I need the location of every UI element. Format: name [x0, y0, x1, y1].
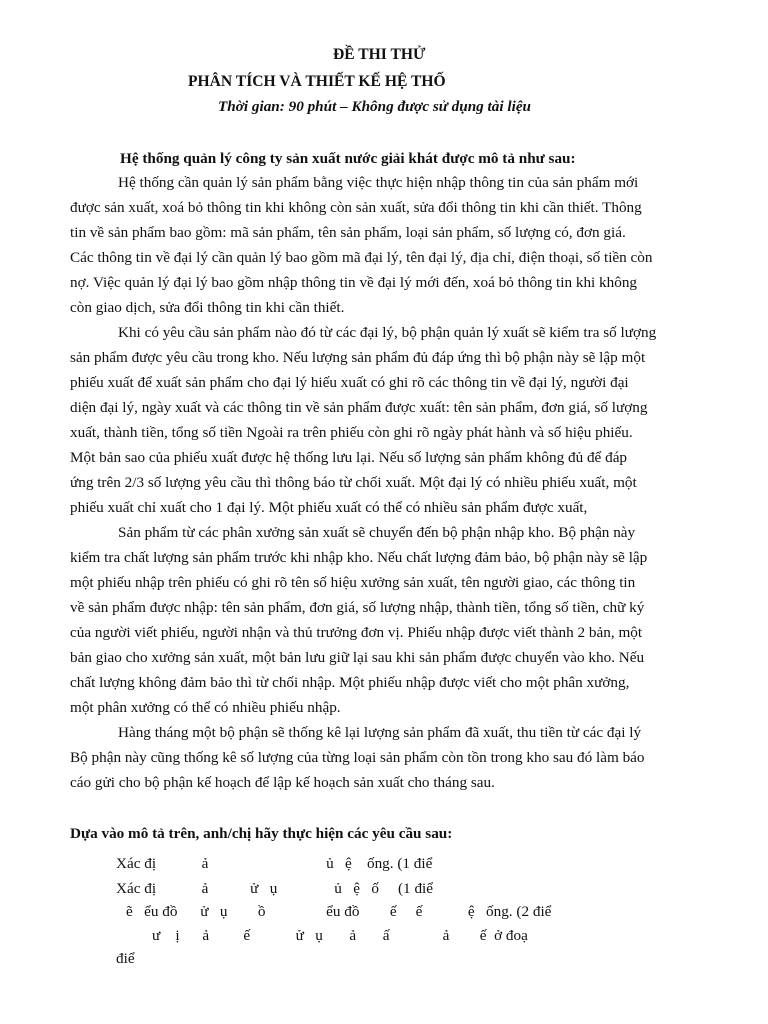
body-line: xuất, thành tiền, tổng số tiền Ngoài ra trên phiếu còn ghi rõ ngày phát hành và số hiệu phiếu.	[70, 424, 633, 441]
body-line: ứng trên 2/3 số lượng yêu cầu thì thông báo từ chối xuất. Một đại lý có nhiều phiếu xuất, một	[70, 474, 637, 491]
body-line: sản phẩm được yêu cầu trong kho. Nếu lượng sản phẩm đủ đáp ứng thì bộ phận này sẽ lập một	[70, 349, 646, 366]
body-line: một phiếu nhập trên phiếu có ghi rõ tên số hiệu xưởng sản xuất, tên người giao, các thông tin	[70, 574, 636, 591]
body-line: chất lượng không đảm bảo thì từ chối nhập. Một phiếu nhập được viết cho một phân xưởng,	[70, 674, 630, 691]
question-line: điể	[116, 950, 135, 967]
exam-title: ĐỀ THI THỬ	[333, 46, 426, 63]
question-heading: Dựa vào mô tả trên, anh/chị hãy thực hiện các yêu cầu sau:	[70, 825, 453, 842]
body-line: Hệ thống cần quản lý sản phẩm bằng việc thực hiện nhập thông tin của sản phẩm mới	[118, 174, 639, 191]
body-line: Các thông tin về đại lý cần quản lý bao gồm mã đại lý, tên đại lý, địa chỉ, điện thoại, số tiền còn	[70, 249, 653, 266]
body-line: Khi có yêu cầu sản phẩm nào đó từ các đại lý, bộ phận quản lý xuất sẽ kiểm tra số lượng	[118, 324, 657, 341]
body-line: tin về sản phẩm bao gồm: mã sản phẩm, tên sản phẩm, loại sản phẩm, số lượng có, đơn giá.	[70, 224, 626, 241]
body-line: Bộ phận này cũng thống kê số lượng của từng loại sản phẩm còn tồn trong kho sau đó làm báo	[70, 749, 645, 766]
body-line: Hàng tháng một bộ phận sẽ thống kê lại lượng sản phẩm đã xuất, thu tiền từ các đại lý	[118, 724, 642, 741]
intro-heading: Hệ thống quản lý công ty sản xuất nước giải khát được mô tả như sau:	[120, 150, 576, 167]
body-line: cáo gửi cho bộ phận kế hoạch để lập kế hoạch sản xuất cho tháng sau.	[70, 774, 495, 791]
body-line: phiếu xuất chỉ xuất cho 1 đại lý. Một phiếu xuất có thể có nhiều sản phẩm được xuất,	[70, 499, 588, 516]
time-note: Thời gian: 90 phút – Không được sử dụng tài liệu	[218, 98, 532, 115]
body-line: kiểm tra chất lượng sản phẩm trước khi nhập kho. Nếu chất lượng đảm bảo, bộ phận này sẽ lập	[70, 549, 648, 566]
body-line: được sản xuất, xoá bỏ thông tin khi không còn sản xuất, sửa đổi thông tin khi cần thiết. Thông	[70, 199, 642, 216]
body-line: còn giao dịch, sửa đổi thông tin khi cần thiết.	[70, 299, 345, 316]
course-title: PHÂN TÍCH VÀ THIẾT KẾ HỆ THỐ	[188, 73, 446, 90]
body-line: một phân xưởng có thể có nhiều phiếu nhập.	[70, 699, 341, 716]
question-line: Xác đị ả ủ ệ ống. (1 điể	[116, 855, 433, 872]
body-line: diện đại lý, ngày xuất và các thông tin về sản phẩm được xuất: tên sản phẩm, đơn giá, số lượng	[70, 399, 648, 416]
question-line: ẽ ểu đồ ử ụ ồ ểu đồ ế ế ệ ống. (2 điể	[126, 903, 552, 920]
question-line: Xác đị ả ử ụ ủ ệ ố (1 điể	[116, 880, 433, 897]
body-line: phiếu xuất để xuất sản phẩm cho đại lý hiếu xuất có ghi rõ các thông tin về đại lý, người đại	[70, 374, 629, 391]
question-line: ư ị ả ế ử ụ ả ấ ả ế ở đoạ	[152, 927, 528, 944]
body-line: của người viết phiếu, người nhận và thủ trưởng đơn vị. Phiếu nhập được viết thành 2 bản, một	[70, 624, 643, 641]
body-line: về sản phẩm được nhập: tên sản phẩm, đơn giá, số lượng nhập, thành tiền, tổng số tiền, chữ ký	[70, 599, 645, 616]
body-line: nợ. Việc quản lý đại lý bao gồm nhập thông tin về đại lý mới đến, xoá bỏ thông tin khi không	[70, 274, 638, 291]
body-line: Một bản sao của phiếu xuất được hệ thống lưu lại. Nếu số lượng sản phẩm không đủ để đáp	[70, 449, 628, 466]
body-line: Sản phẩm từ các phân xưởng sản xuất sẽ chuyển đến bộ phận nhập kho. Bộ phận này	[118, 524, 636, 541]
body-line: bản giao cho xưởng sản xuất, một bản lưu giữ lại sau khi sản phẩm được chuyển vào kho. Nếu	[70, 649, 645, 666]
